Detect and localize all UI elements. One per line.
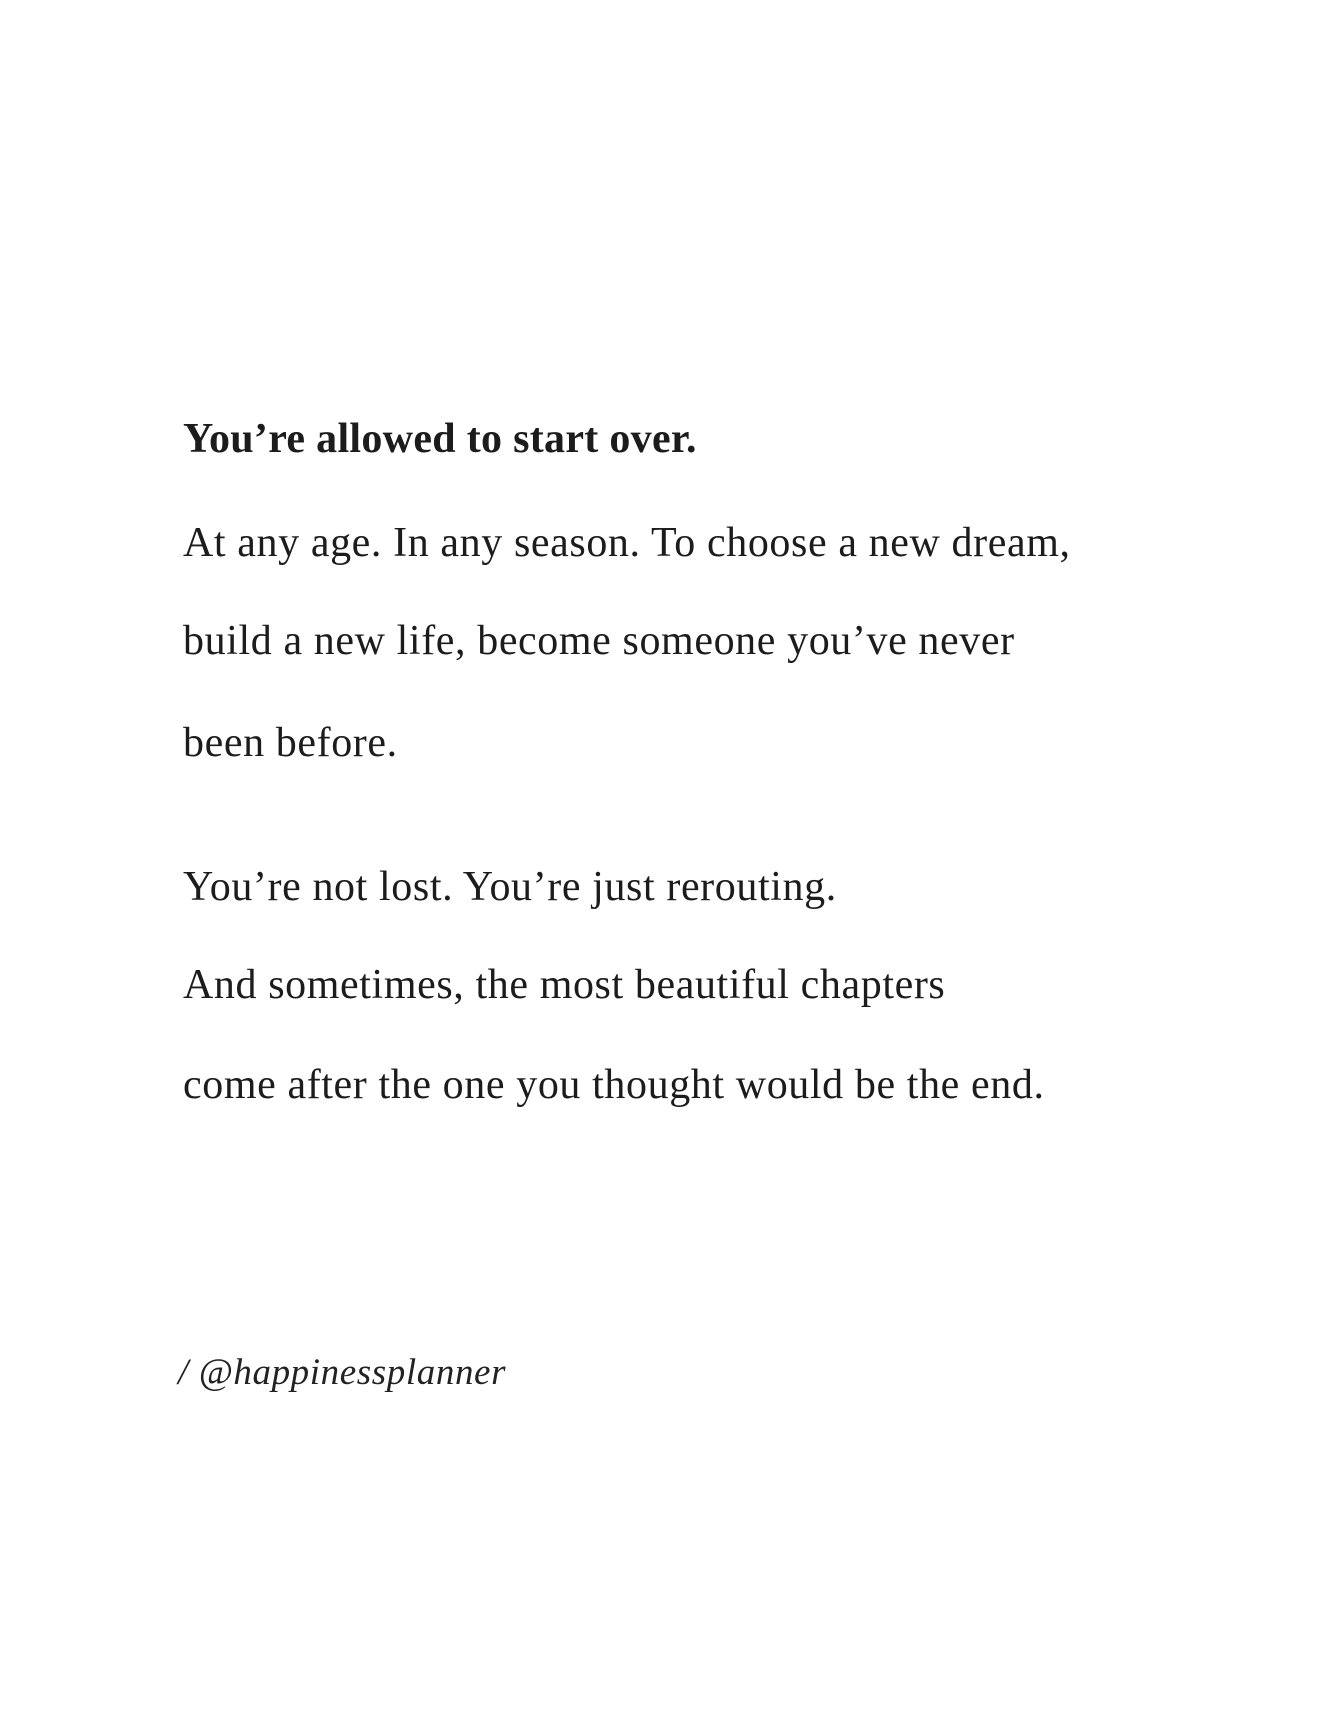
quote-title: You’re allowed to start over. (183, 416, 697, 462)
quote-line: come after the one you thought would be the end. (183, 1062, 1045, 1108)
author-signature: / @happinessplanner (178, 1352, 507, 1393)
quote-line: You’re not lost. You’re just rerouting. (183, 864, 837, 910)
quote-line: been before. (183, 720, 398, 766)
quote-line: And sometimes, the most beautiful chapters (183, 962, 946, 1008)
quote-line: At any age. In any season. To choose a new dream, (183, 520, 1071, 566)
quote-line: build a new life, become someone you’ve never (183, 618, 1015, 664)
